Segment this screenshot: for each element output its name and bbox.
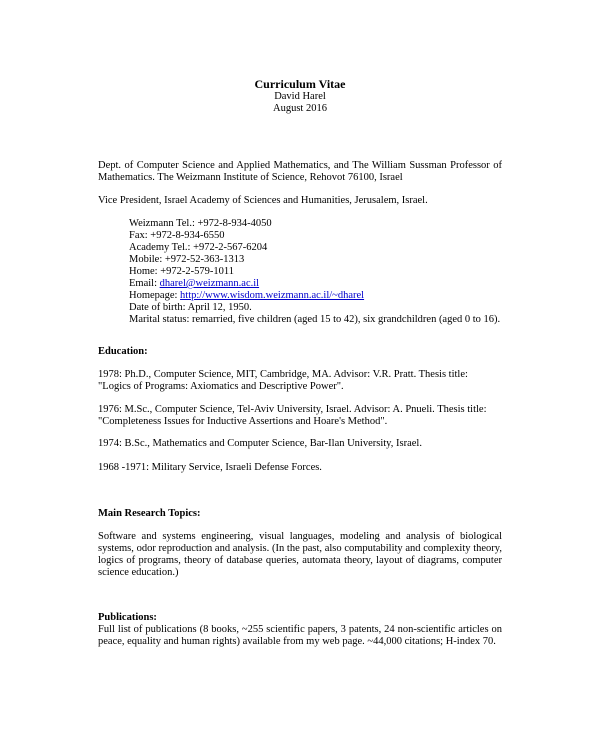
author-name: David Harel xyxy=(274,91,326,102)
email-label: Email: xyxy=(129,278,160,289)
fax-number: Fax: +972-8-934-6550 xyxy=(129,230,225,241)
page-title: Curriculum Vitae xyxy=(254,77,346,91)
mobile-phone: Mobile: +972-52-363-1313 xyxy=(129,254,245,265)
academy-phone: Academy Tel.: +972-2-567-6204 xyxy=(129,242,268,253)
education-item: 1978: Ph.D., Computer Science, MIT, Cambridge, MA. Advisor: V.R. Pratt. Thesis title: "Logics of Programs: Axiomatics and Descriptive Power". xyxy=(98,369,468,392)
affiliation-secondary: Vice President, Israel Academy of Sciences and Humanities, Jerusalem, Israel. xyxy=(98,195,428,206)
email-row xyxy=(129,278,509,290)
weizmann-phone: Weizmann Tel.: +972-8-934-4050 xyxy=(129,218,272,229)
contact-block xyxy=(129,218,509,326)
cv-date: August 2016 xyxy=(273,103,327,114)
education-item: 1974: B.Sc., Mathematics and Computer Science, Bar-Ilan University, Israel. xyxy=(98,438,422,449)
homepage-row xyxy=(129,290,509,302)
cv-header xyxy=(0,77,600,115)
education-item: 1976: M.Sc., Computer Science, Tel-Aviv University, Israel. Advisor: A. Pnueli. Thesis title: "Completeness Issues for Inductive Assertions and Hoare's Method". xyxy=(98,404,487,427)
publications-heading: Publications: xyxy=(98,612,157,623)
affiliation-primary: Dept. of Computer Science and Applied Mathematics, and The William Sussman Professor of Mathematics. The Weizmann Institute of Science, Rehovot 76100, Israel xyxy=(98,160,502,183)
home-phone: Home: +972-2-579-1011 xyxy=(129,266,234,277)
education-heading: Education: xyxy=(98,346,148,357)
email-link[interactable]: dharel@weizmann.ac.il xyxy=(159,278,260,289)
homepage-label: Homepage: xyxy=(129,290,181,301)
research-text: Software and systems engineering, visual languages, modeling and analysis of biological systems, odor reproduction and analysis. (In the past, also computability and complexity theory, logics of programs, theory of database queries, automata theory, layout of diagrams, computer science education.) xyxy=(98,531,502,578)
date-of-birth: Date of birth: April 12, 1950. xyxy=(129,302,252,313)
marital-status: Marital status: remarried, five children (aged 15 to 42), six grandchildren (aged 0 to 16). xyxy=(129,314,501,325)
research-heading: Main Research Topics: xyxy=(98,508,201,519)
education-item: 1968 -1971: Military Service, Israeli Defense Forces. xyxy=(98,462,322,473)
publications-text: Full list of publications (8 books, ~255 scientific papers, 3 patents, 24 non-scientific articles on peace, equality and human rights) available from my web page. ~44,000 citations; H-index 70. xyxy=(98,624,502,647)
homepage-link[interactable]: http://www.wisdom.weizmann.ac.il/~dharel xyxy=(180,290,365,301)
